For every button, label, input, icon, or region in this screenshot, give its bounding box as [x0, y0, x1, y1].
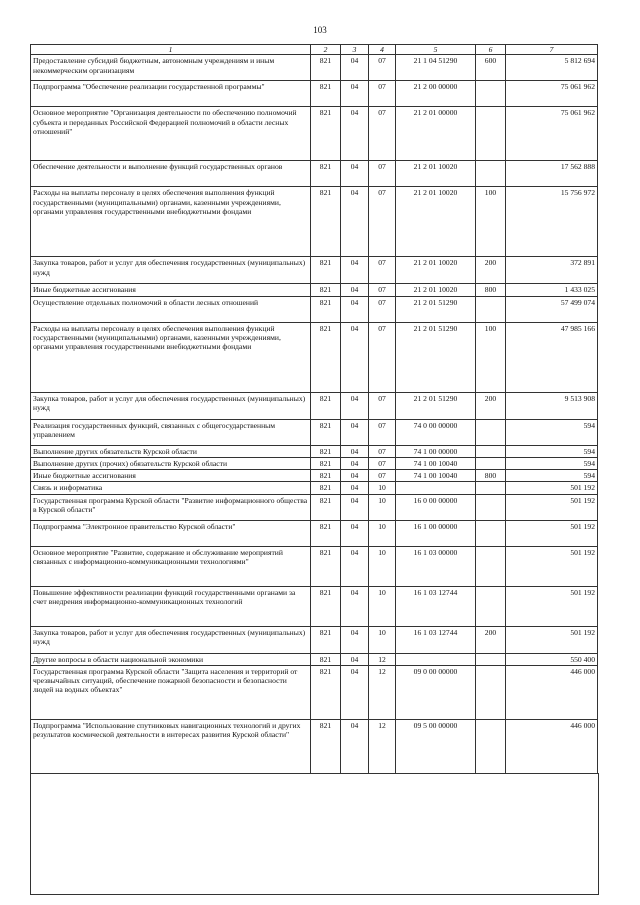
table-row [31, 257, 598, 284]
column-header: 2 [311, 45, 341, 55]
row-code-cell: 446 000 [506, 665, 598, 719]
table-row [31, 470, 598, 482]
row-code-cell: 821 [311, 482, 341, 494]
row-code-cell: 21 2 01 10020 [396, 284, 476, 296]
row-code-cell: 07 [369, 55, 396, 81]
table-row [31, 520, 598, 546]
budget-table [30, 44, 598, 774]
row-code-cell: 12 [369, 653, 396, 665]
row-code-cell [476, 419, 506, 445]
row-code-cell: 17 562 888 [506, 161, 598, 187]
row-code-cell [476, 546, 506, 586]
row-code-cell: 04 [341, 445, 369, 457]
row-code-cell: 04 [341, 653, 369, 665]
row-code-cell: 16 1 03 12744 [396, 586, 476, 626]
row-code-cell: 74 1 00 10040 [396, 470, 476, 482]
row-code-cell: 10 [369, 520, 396, 546]
row-code-cell: 821 [311, 445, 341, 457]
row-code-cell: 07 [369, 81, 396, 107]
table-row [31, 445, 598, 457]
row-code-cell: 07 [369, 457, 396, 469]
row-code-cell: 821 [311, 161, 341, 187]
row-code-cell: 200 [476, 626, 506, 653]
row-code-cell: 1 433 025 [506, 284, 598, 296]
row-code-cell: 21 2 00 00000 [396, 81, 476, 107]
row-code-cell [396, 653, 476, 665]
table-row [31, 665, 598, 719]
row-name-cell: Подпрограмма "Использование спутниковых навигационных технологий и других результатов космической деятельности в интересах развития Курской области" [31, 719, 311, 773]
row-code-cell: 04 [341, 719, 369, 773]
table-row [31, 81, 598, 107]
row-code-cell: 21 2 01 10020 [396, 161, 476, 187]
row-code-cell: 04 [341, 665, 369, 719]
row-code-cell: 821 [311, 187, 341, 257]
row-name-cell: Осуществление отдельных полномочий в области лесных отношений [31, 296, 311, 322]
row-code-cell: 04 [341, 586, 369, 626]
row-name-cell: Повышение эффективности реализации функций государственными органами за счет внедрения информационно-коммуникационных технологий [31, 586, 311, 626]
row-code-cell: 21 2 01 10020 [396, 257, 476, 284]
row-name-cell: Закупка товаров, работ и услуг для обеспечения государственных (муниципальных) нужд [31, 626, 311, 653]
row-code-cell [476, 653, 506, 665]
row-code-cell: 04 [341, 284, 369, 296]
row-code-cell: 04 [341, 296, 369, 322]
table-row [31, 296, 598, 322]
row-code-cell: 16 1 00 00000 [396, 520, 476, 546]
row-code-cell: 07 [369, 296, 396, 322]
row-code-cell: 09 5 00 00000 [396, 719, 476, 773]
table-row [31, 107, 598, 161]
row-code-cell: 9 513 908 [506, 392, 598, 419]
row-code-cell: 594 [506, 457, 598, 469]
row-code-cell: 47 985 166 [506, 322, 598, 392]
row-code-cell: 821 [311, 653, 341, 665]
row-code-cell: 74 0 00 00000 [396, 419, 476, 445]
row-code-cell: 821 [311, 719, 341, 773]
row-code-cell: 821 [311, 546, 341, 586]
row-code-cell: 04 [341, 482, 369, 494]
row-code-cell: 21 2 01 51290 [396, 296, 476, 322]
row-code-cell [476, 445, 506, 457]
row-code-cell: 10 [369, 586, 396, 626]
row-name-cell: Государственная программа Курской области "Развитие информационного общества в Курской области" [31, 494, 311, 520]
row-code-cell: 5 812 694 [506, 55, 598, 81]
row-code-cell: 200 [476, 392, 506, 419]
table-row [31, 457, 598, 469]
row-code-cell: 821 [311, 257, 341, 284]
row-code-cell: 04 [341, 470, 369, 482]
row-code-cell [476, 457, 506, 469]
row-code-cell: 821 [311, 665, 341, 719]
row-name-cell: Связь и информатика [31, 482, 311, 494]
row-code-cell: 07 [369, 322, 396, 392]
row-code-cell: 04 [341, 55, 369, 81]
row-code-cell: 04 [341, 419, 369, 445]
row-name-cell: Подпрограмма "Обеспечение реализации государственной программы" [31, 81, 311, 107]
row-code-cell: 04 [341, 161, 369, 187]
row-code-cell: 821 [311, 494, 341, 520]
row-code-cell: 04 [341, 107, 369, 161]
row-code-cell: 600 [476, 55, 506, 81]
row-code-cell: 501 192 [506, 586, 598, 626]
table-blank-tail [30, 773, 599, 895]
row-code-cell [396, 482, 476, 494]
column-header: 6 [476, 45, 506, 55]
row-code-cell: 12 [369, 665, 396, 719]
row-code-cell: 501 192 [506, 520, 598, 546]
row-code-cell: 04 [341, 322, 369, 392]
row-code-cell: 15 756 972 [506, 187, 598, 257]
row-code-cell: 74 1 00 00000 [396, 445, 476, 457]
row-code-cell: 821 [311, 55, 341, 81]
row-code-cell: 821 [311, 626, 341, 653]
row-code-cell: 501 192 [506, 546, 598, 586]
row-code-cell: 21 2 01 51290 [396, 322, 476, 392]
row-code-cell: 07 [369, 284, 396, 296]
row-code-cell: 21 2 01 51290 [396, 392, 476, 419]
table-row [31, 187, 598, 257]
row-code-cell: 21 2 01 00000 [396, 107, 476, 161]
row-code-cell: 09 0 00 00000 [396, 665, 476, 719]
row-name-cell: Обеспечение деятельности и выполнение функций государственных органов [31, 161, 311, 187]
row-name-cell: Предоставление субсидий бюджетным, автономным учреждениям и иным некоммерческим организациям [31, 55, 311, 81]
page-number: 103 [313, 25, 327, 35]
row-code-cell: 57 499 074 [506, 296, 598, 322]
row-code-cell: 594 [506, 445, 598, 457]
row-name-cell: Закупка товаров, работ и услуг для обеспечения государственных (муниципальных) нужд [31, 392, 311, 419]
row-code-cell: 821 [311, 470, 341, 482]
row-code-cell: 594 [506, 419, 598, 445]
row-code-cell: 446 000 [506, 719, 598, 773]
row-name-cell: Расходы на выплаты персоналу в целях обеспечения выполнения функций государственными (муниципальными) органами, казенными учреждениями, органами управления государственными внебюджетными фондами [31, 322, 311, 392]
row-code-cell [476, 586, 506, 626]
column-header: 3 [341, 45, 369, 55]
row-code-cell [476, 665, 506, 719]
row-name-cell: Расходы на выплаты персоналу в целях обеспечения выполнения функций государственными (муниципальными) органами, казенными учреждениями, органами управления государственными внебюджетными фондами [31, 187, 311, 257]
table-row [31, 322, 598, 392]
row-code-cell: 821 [311, 419, 341, 445]
row-code-cell: 821 [311, 457, 341, 469]
table-row [31, 284, 598, 296]
row-code-cell: 21 1 04 51290 [396, 55, 476, 81]
row-code-cell: 821 [311, 107, 341, 161]
row-code-cell: 800 [476, 470, 506, 482]
row-code-cell [476, 107, 506, 161]
row-code-cell: 10 [369, 482, 396, 494]
row-code-cell: 04 [341, 546, 369, 586]
row-code-cell: 501 192 [506, 494, 598, 520]
row-name-cell: Подпрограмма "Электронное правительство Курской области" [31, 520, 311, 546]
row-code-cell: 74 1 00 10040 [396, 457, 476, 469]
row-code-cell: 04 [341, 187, 369, 257]
row-code-cell: 100 [476, 187, 506, 257]
row-code-cell: 07 [369, 470, 396, 482]
table-row [31, 55, 598, 81]
column-header: 7 [506, 45, 598, 55]
row-code-cell: 10 [369, 494, 396, 520]
row-code-cell [476, 494, 506, 520]
row-name-cell: Основное мероприятие "Развитие, содержание и обслуживание мероприятий связанных с информационно-коммуникационными технологиями" [31, 546, 311, 586]
row-code-cell: 04 [341, 520, 369, 546]
row-code-cell: 501 192 [506, 626, 598, 653]
column-header: 1 [31, 45, 311, 55]
row-code-cell: 21 2 01 10020 [396, 187, 476, 257]
row-name-cell: Закупка товаров, работ и услуг для обеспечения государственных (муниципальных) нужд [31, 257, 311, 284]
row-code-cell: 75 061 962 [506, 81, 598, 107]
row-code-cell [476, 482, 506, 494]
row-code-cell: 07 [369, 107, 396, 161]
row-code-cell: 12 [369, 719, 396, 773]
table-row [31, 626, 598, 653]
row-code-cell: 07 [369, 392, 396, 419]
row-code-cell: 16 1 03 00000 [396, 546, 476, 586]
row-code-cell: 75 061 962 [506, 107, 598, 161]
table-row [31, 546, 598, 586]
row-code-cell: 372 891 [506, 257, 598, 284]
column-header: 4 [369, 45, 396, 55]
table-body [31, 55, 598, 774]
row-code-cell [476, 81, 506, 107]
row-code-cell: 07 [369, 445, 396, 457]
row-code-cell: 594 [506, 470, 598, 482]
row-code-cell: 07 [369, 419, 396, 445]
row-code-cell: 10 [369, 546, 396, 586]
row-code-cell: 04 [341, 257, 369, 284]
row-name-cell: Выполнение других обязательств Курской области [31, 445, 311, 457]
row-name-cell: Иные бюджетные ассигнования [31, 284, 311, 296]
row-name-cell: Другие вопросы в области национальной экономики [31, 653, 311, 665]
row-code-cell: 821 [311, 296, 341, 322]
row-code-cell: 04 [341, 457, 369, 469]
row-code-cell: 04 [341, 81, 369, 107]
table-row [31, 482, 598, 494]
row-code-cell: 800 [476, 284, 506, 296]
row-code-cell: 100 [476, 322, 506, 392]
row-code-cell [476, 719, 506, 773]
row-code-cell: 821 [311, 322, 341, 392]
row-name-cell: Основное мероприятие "Организация деятельности по обеспечению полномочий субъекта и переданных Российской Федерацией полномочий в области лесных отношений" [31, 107, 311, 161]
row-code-cell: 821 [311, 81, 341, 107]
row-code-cell: 16 0 00 00000 [396, 494, 476, 520]
table-row [31, 494, 598, 520]
table-row [31, 392, 598, 419]
table-row [31, 586, 598, 626]
row-code-cell: 821 [311, 284, 341, 296]
row-code-cell: 821 [311, 520, 341, 546]
row-code-cell: 821 [311, 392, 341, 419]
column-number-row [31, 45, 598, 55]
table-row [31, 419, 598, 445]
row-name-cell: Реализация государственных функций, связанных с общегосударственным управлением [31, 419, 311, 445]
row-name-cell: Выполнение других (прочих) обязательств Курской области [31, 457, 311, 469]
row-name-cell: Государственная программа Курской области "Защита населения и территорий от чрезвычайных ситуаций, обеспечение пожарной безопасности и безопасности людей на водных объектах" [31, 665, 311, 719]
row-code-cell: 10 [369, 626, 396, 653]
row-code-cell: 200 [476, 257, 506, 284]
row-code-cell: 550 400 [506, 653, 598, 665]
row-code-cell [476, 520, 506, 546]
row-code-cell: 04 [341, 392, 369, 419]
table-row [31, 719, 598, 773]
row-code-cell: 501 192 [506, 482, 598, 494]
column-header: 5 [396, 45, 476, 55]
row-code-cell [476, 296, 506, 322]
row-code-cell: 04 [341, 626, 369, 653]
row-code-cell: 821 [311, 586, 341, 626]
row-code-cell: 07 [369, 257, 396, 284]
row-code-cell [476, 161, 506, 187]
row-name-cell: Иные бюджетные ассигнования [31, 470, 311, 482]
row-code-cell: 04 [341, 494, 369, 520]
table-row [31, 653, 598, 665]
row-code-cell: 07 [369, 187, 396, 257]
table-row [31, 161, 598, 187]
row-code-cell: 07 [369, 161, 396, 187]
row-code-cell: 16 1 03 12744 [396, 626, 476, 653]
